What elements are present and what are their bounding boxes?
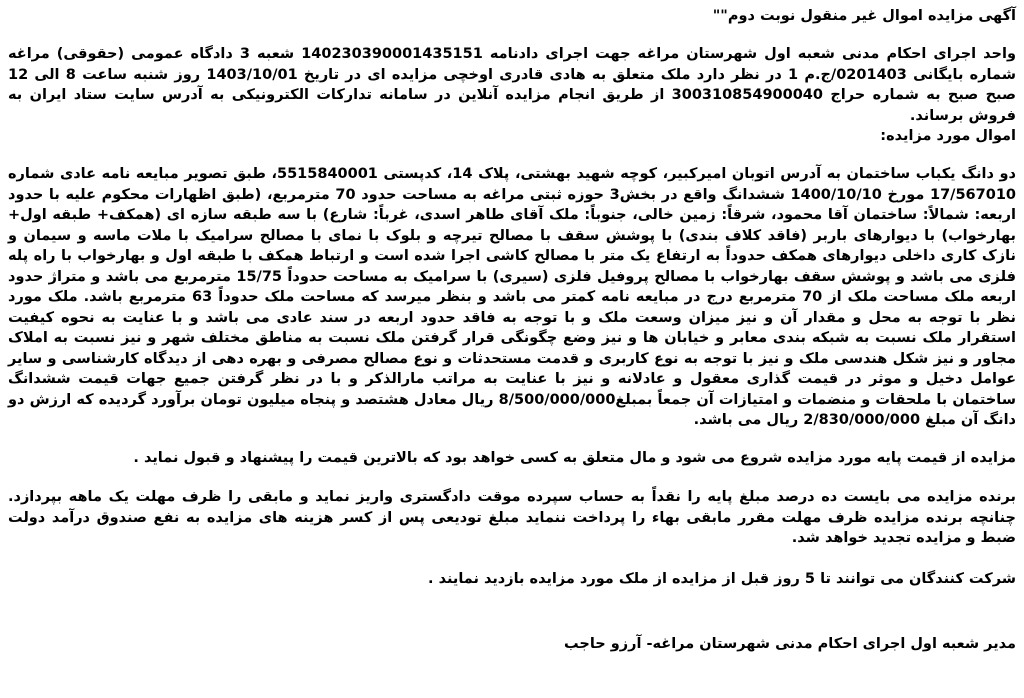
notice-title: آگهی مزایده اموال غیر منقول نوبت دوم"" <box>712 8 1016 24</box>
property-heading: اموال مورد مزایده: <box>880 128 1016 144</box>
winner-clause: برنده مزایده می بایست ده درصد مبلغ پایه را نقداً به حساب سپرده موقت دادگستری واریز نماید و مابقی را ظرف مهلت یک ماهه بپردازد. چنانچه برنده مزایده ظرف مهلت مقرر مابقی بهاء را پرداخت ننماید مبلغ تودیعی پس از کسر هزینه های مزایده به نفع صندوق درآمد دولت ضبط و مزایده تجدید خواهد شد. <box>8 489 1016 546</box>
auction-notice <box>8 0 1016 698</box>
base-price-clause: مزایده از قیمت پایه مورد مزایده شروع می شود و مال متعلق به کسی خواهد بود که بالاترین قیمت را پیشنهاد و قبول نماید . <box>133 450 1016 466</box>
visit-clause: شرکت کنندگان می توانند تا 5 روز قبل از مزایده از ملک مورد مزایده بازدید نمایند . <box>428 571 1016 587</box>
signature-line: مدیر شعبه اول اجرای احکام مدنی شهرستان مراغه- آرزو حاجب <box>564 636 1016 652</box>
intro-paragraph: واحد اجرای احکام مدنی شعبه اول شهرستان مراغه جهت اجرای دادنامه 140230390001435151 شعبه 3 دادگاه عمومی (حقوقی) مراغه شماره بایگانی 0201403/ج.م 1 در نظر دارد ملک متعلق به هادی قادری اوخچی مزایده ای در تاریخ 1403/10/01 روز شنبه ساعت 8 الی 12 صبح صبح به شماره حراج 300310854900040 از طریق انجام مزایده آنلاین در سامانه تدارکات الکترونیکی به آدرس سایت ستاد ایران به فروش برساند. <box>8 46 1016 124</box>
property-description: دو دانگ یکباب ساختمان به آدرس اتوبان امیرکبیر، کوچه شهید بهشتی، پلاک 14، کدپستی 5515840001، طبق تصویر مبایعه نامه عادی شماره 17/567010 مورخ 1400/10/10 ششدانگ واقع در بخش3 حوزه ثبتی مراغه به مساحت حدود 70 مترمربع، (طبق اظهارات محکوم علیه با حدود اربعه: شمالاً: ساختمان آقا محمود، شرقاً: زمین خالی، جنوباً: ملک آقای طاهر اسدی، غرباً: شارع) با سه طبقه سازه ای (همکف+ طبقه اول+ بهارخواب) با دیوارهای باربر (فاقد کلاف بندی) با پوشش سقف با مصالح تیرچه و بلوک با نمای با مصالح سرامیک با ملات ماسه و سیمان و نازک کاری داخلی دیوارهای همکف حدوداً به ارتفاع یک متر با مصالح کاشی اجرا شده است و ارتباط همکف با طبقه اول و بهارخواب با راه پله فلزی می باشد و پوشش سقف بهارخواب با مصالح پروفیل فلزی (سیری) با سرامیک به مساحت حدوداً 15/75 مترمربع می باشد و متراژ حدود اربعه ملک مساحت ملک از 70 مترمربع درج در مبایعه نامه کمتر می باشد و بنظر میرسد که مساحت ملک حدوداً 63 مترمربع باشد. ملک مورد نظر با توجه به محل و مقدار آن و نیز میزان وسعت ملک و با توجه به فاقد حدود اربعه در سند عادی می باشد و با عنایت به نحوه کیفیت استقرار ملک نسبت به شبکه بندی معابر و خیابان ها و نیز وضع چگونگی قرار گرفتن ملک نسبت به مناطق مختلف شهر و نیز نسبت به املاک مجاور و نیز شکل هندسی ملک و نیز با توجه به نوع کاربری و قدمت مستحدثات و نوع مصالح مصرفی و بهره دهی از دیدگاه کارشناسی و سایر عوامل دخیل و موثر در قیمت گذاری معقول و عادلانه و نیز با عنایت به مراتب مارالذکر و با در نظر گرفتن جمیع جهات قیمت ششدانگ ساختمان با ملحقات و منضمات و امتیازات آن جمعاً بمبلغ8/500/000/000 ریال معادل هشتصد و پنجاه میلیون تومان برآورد گردیده که ارزش دو دانگ آن مبلغ 2/830/000/000 ریال می باشد. <box>8 166 1016 428</box>
